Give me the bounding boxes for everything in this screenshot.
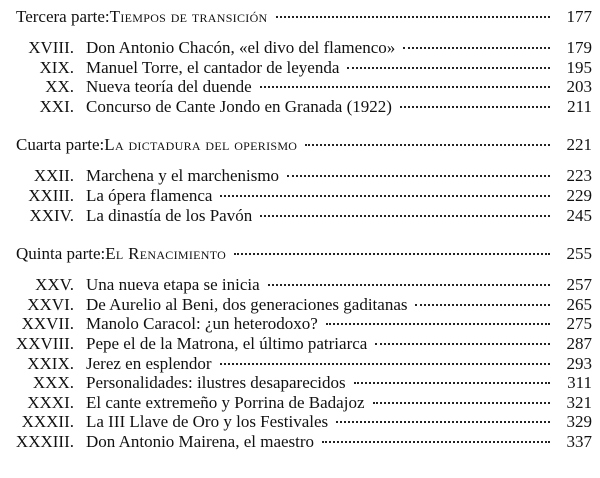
- chapter-number: XXII.: [33, 166, 74, 186]
- chapter-title: Don Antonio Chacón, «el divo del flamenco»: [86, 38, 396, 57]
- chapter-title: Nueva teoría del duende: [86, 77, 252, 97]
- chapter-number: XXVII.: [21, 314, 74, 334]
- dot-leader: [354, 382, 550, 384]
- toc-chapter-row: [0, 373, 600, 393]
- dot-leader: [403, 47, 550, 49]
- toc-chapter-row: [0, 275, 600, 295]
- dot-leader: [415, 304, 550, 306]
- part-title: La dictadura del operismo: [104, 135, 298, 155]
- chapter-title: Jerez en esplendor: [86, 353, 212, 373]
- part-prefix: Tercera parte:: [16, 7, 110, 26]
- chapter-page-number: 337: [566, 431, 592, 451]
- dot-leader: [220, 363, 550, 365]
- dot-leader: [336, 421, 550, 423]
- chapter-page-number: 265: [566, 294, 592, 314]
- chapter-number: XXVI.: [27, 294, 74, 314]
- chapter-page-number: 211: [567, 96, 592, 116]
- chapter-number: XXI.: [39, 96, 74, 116]
- chapter-page-number: 229: [566, 185, 592, 205]
- part-prefix: Quinta parte:: [16, 244, 106, 264]
- toc-chapter-row: [0, 295, 600, 315]
- part-page-number: 255: [566, 244, 592, 264]
- dot-leader: [326, 323, 550, 325]
- chapter-title: Marchena y el marchenismo: [86, 166, 280, 186]
- toc-chapter-row: [0, 58, 600, 78]
- dot-leader: [347, 67, 550, 69]
- chapter-page-number: 329: [566, 412, 592, 432]
- toc-part-heading: [0, 243, 600, 265]
- chapter-number: XXX.: [32, 373, 74, 393]
- dot-leader: [322, 441, 550, 443]
- toc-chapter-row: [0, 354, 600, 374]
- chapter-number: XXVIII.: [15, 333, 74, 353]
- dot-leader: [373, 402, 551, 404]
- dot-leader: [400, 106, 550, 108]
- chapter-title: De Aurelio al Beni, dos generaciones gaditanas: [86, 294, 408, 314]
- chapter-number: XXIV.: [29, 205, 74, 225]
- dot-leader: [220, 195, 550, 197]
- chapter-number: XXIII.: [28, 185, 74, 205]
- chapter-page-number: 287: [566, 333, 592, 353]
- chapter-title: Concurso de Cante Jondo en Granada (1922): [86, 96, 392, 116]
- chapter-page-number: 321: [566, 392, 592, 412]
- toc-chapter-row: [0, 314, 600, 334]
- dot-leader: [287, 175, 550, 177]
- dot-leader: [276, 16, 550, 18]
- chapter-number: XIX.: [39, 57, 74, 77]
- chapter-page-number: 203: [566, 77, 592, 97]
- toc-chapter-row: [0, 38, 600, 58]
- dot-leader: [234, 253, 550, 255]
- chapter-page-number: 195: [566, 57, 592, 77]
- part-page-number: 177: [566, 7, 592, 26]
- chapter-title: Una nueva etapa se inicia: [86, 275, 260, 295]
- toc-chapter-row: [0, 77, 600, 97]
- toc-chapter-row: [0, 206, 600, 226]
- chapter-number: XXV.: [35, 275, 74, 295]
- toc-part-heading: [0, 6, 600, 28]
- chapter-page-number: 245: [566, 205, 592, 225]
- dot-leader: [260, 215, 550, 217]
- part-title: Tiempos de transición: [109, 7, 268, 26]
- chapter-number: XXXII.: [21, 412, 74, 432]
- chapter-title: El cante extremeño y Porrina de Badajoz: [86, 392, 365, 412]
- part-title: El Renacimiento: [105, 244, 227, 264]
- toc-chapter-row: [0, 412, 600, 432]
- chapter-title: Pepe el de la Matrona, el último patriarca: [86, 333, 368, 353]
- chapter-number: XX.: [45, 77, 74, 97]
- toc-chapter-row: [0, 97, 600, 117]
- toc-chapter-row: [0, 393, 600, 413]
- chapter-number: XXXIII.: [15, 431, 74, 451]
- chapter-page-number: 293: [566, 353, 592, 373]
- dot-leader: [260, 86, 550, 88]
- part-prefix: Cuarta parte:: [16, 135, 105, 155]
- chapter-number: XVIII.: [28, 38, 74, 57]
- chapter-number: XXIX.: [27, 353, 74, 373]
- toc-chapter-row: [0, 334, 600, 354]
- part-page-number: 221: [566, 135, 592, 155]
- chapter-page-number: 275: [566, 314, 592, 334]
- toc-chapter-row: [0, 432, 600, 452]
- chapter-number: XXXI.: [27, 392, 74, 412]
- chapter-page-number: 179: [566, 38, 592, 57]
- chapter-title: Manolo Caracol: ¿un heterodoxo?: [86, 314, 318, 334]
- chapter-title: La ópera flamenca: [86, 185, 213, 205]
- toc-chapter-row: [0, 166, 600, 186]
- chapter-page-number: 257: [566, 275, 592, 295]
- table-of-contents: [0, 6, 600, 452]
- dot-leader: [268, 284, 550, 286]
- chapter-title: La dinastía de los Pavón: [86, 205, 253, 225]
- chapter-page-number: 223: [566, 166, 592, 186]
- dot-leader: [375, 343, 550, 345]
- chapter-title: Don Antonio Mairena, el maestro: [86, 431, 315, 451]
- dot-leader: [305, 144, 550, 146]
- chapter-title: Manuel Torre, el cantador de leyenda: [86, 57, 340, 77]
- chapter-title: La III Llave de Oro y los Festivales: [86, 412, 329, 432]
- toc-part-heading: [0, 134, 600, 156]
- toc-chapter-row: [0, 186, 600, 206]
- chapter-page-number: 311: [567, 373, 592, 393]
- chapter-title: Personalidades: ilustres desaparecidos: [86, 373, 346, 393]
